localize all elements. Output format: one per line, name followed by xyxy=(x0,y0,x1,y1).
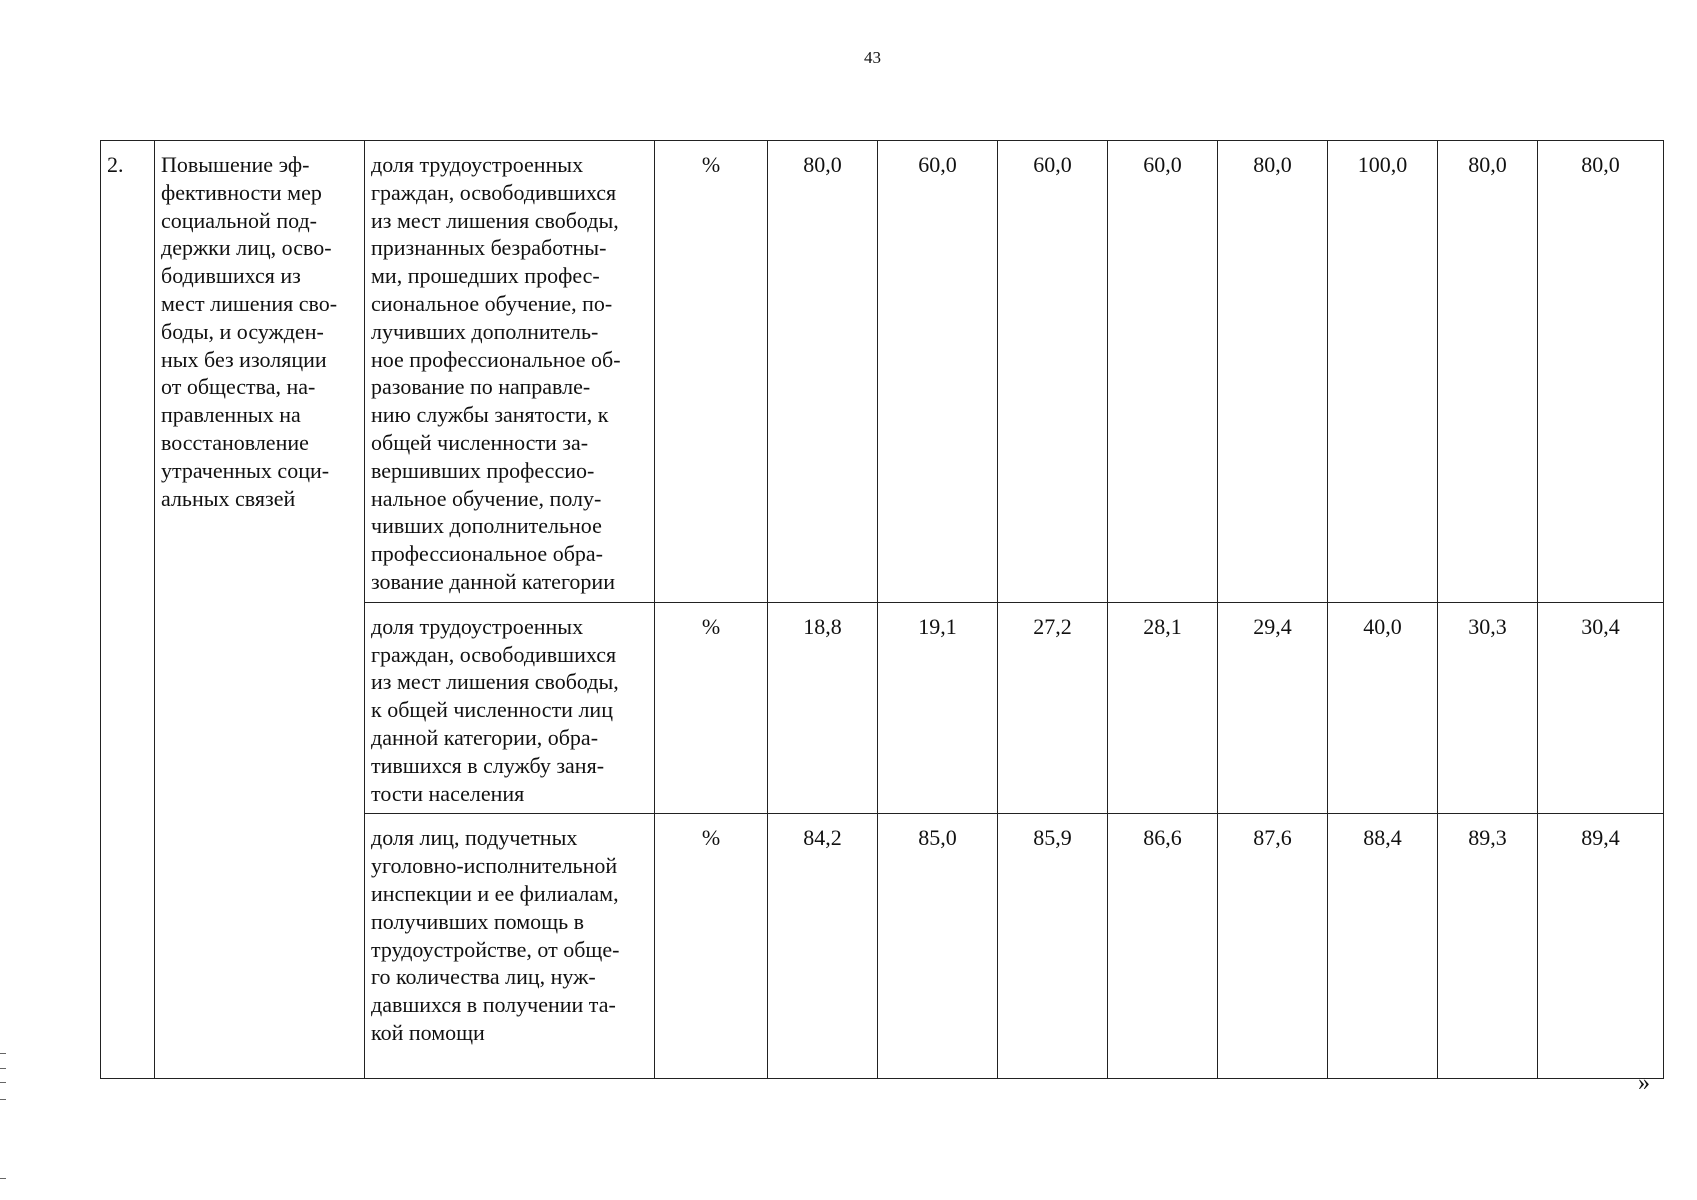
margin-scan-marks xyxy=(0,1053,6,1100)
value-cell: 60,0 xyxy=(1108,141,1218,603)
value-cell: 60,0 xyxy=(878,141,998,603)
value-cell: 80,0 xyxy=(1538,141,1664,603)
indicator-unit: % xyxy=(655,814,768,1079)
value-cell: 89,3 xyxy=(1438,814,1538,1079)
value-cell: 40,0 xyxy=(1328,602,1438,814)
value-cell: 85,0 xyxy=(878,814,998,1079)
value-cell: 30,4 xyxy=(1538,602,1664,814)
value-cell: 85,9 xyxy=(998,814,1108,1079)
value-cell: 19,1 xyxy=(878,602,998,814)
value-cell: 28,1 xyxy=(1108,602,1218,814)
value-cell: 100,0 xyxy=(1328,141,1438,603)
indicator-description: доля трудоустроенных граждан, освободившихся из мест лишения свободы, к общей численности лиц данной категории, обра- тившихся в службу заня- тости населения xyxy=(365,602,655,814)
value-cell: 60,0 xyxy=(998,141,1108,603)
value-cell: 88,4 xyxy=(1328,814,1438,1079)
table-row xyxy=(101,141,1664,603)
value-cell: 86,6 xyxy=(1108,814,1218,1079)
value-cell: 30,3 xyxy=(1438,602,1538,814)
row-title: Повышение эф- фективности мер социальной под- держки лиц, осво- бодившихся из мест лишения сво- боды, и осужден- ных без изоляции от общества, на- правленных на восстановление утраченных соци- альных связей xyxy=(155,141,365,1079)
indicator-unit: % xyxy=(655,141,768,603)
value-cell: 29,4 xyxy=(1218,602,1328,814)
value-cell: 80,0 xyxy=(1438,141,1538,603)
margin-tick xyxy=(0,1178,6,1179)
value-cell: 27,2 xyxy=(998,602,1108,814)
value-cell: 87,6 xyxy=(1218,814,1328,1079)
value-cell: 18,8 xyxy=(768,602,878,814)
value-cell: 80,0 xyxy=(1218,141,1328,603)
indicators-table xyxy=(100,140,1664,1079)
closing-quote-mark: » xyxy=(1638,1070,1650,1096)
page-number: 43 xyxy=(864,48,881,67)
value-cell: 80,0 xyxy=(768,141,878,603)
value-cell: 89,4 xyxy=(1538,814,1664,1079)
indicator-description: доля трудоустроенных граждан, освободившихся из мест лишения свободы, признанных безработны- ми, прошедших профес- сиональное обучение, по- лучивших дополнитель- ное профессиональное об- разование по направле- нию службы занятости, к общей численности за- вершивших профессио- нальное обучение, полу- чивших дополнительное профессиональное обра- зование данной категории xyxy=(365,141,655,603)
indicator-unit: % xyxy=(655,602,768,814)
row-index: 2. xyxy=(101,141,155,1079)
indicator-description: доля лиц, подучетных уголовно-исполнительной инспекции и ее филиалам, получивших помощь в трудоустройстве, от обще- го количества лиц, нуж- давшихся в получении та- кой помощи xyxy=(365,814,655,1079)
value-cell: 84,2 xyxy=(768,814,878,1079)
